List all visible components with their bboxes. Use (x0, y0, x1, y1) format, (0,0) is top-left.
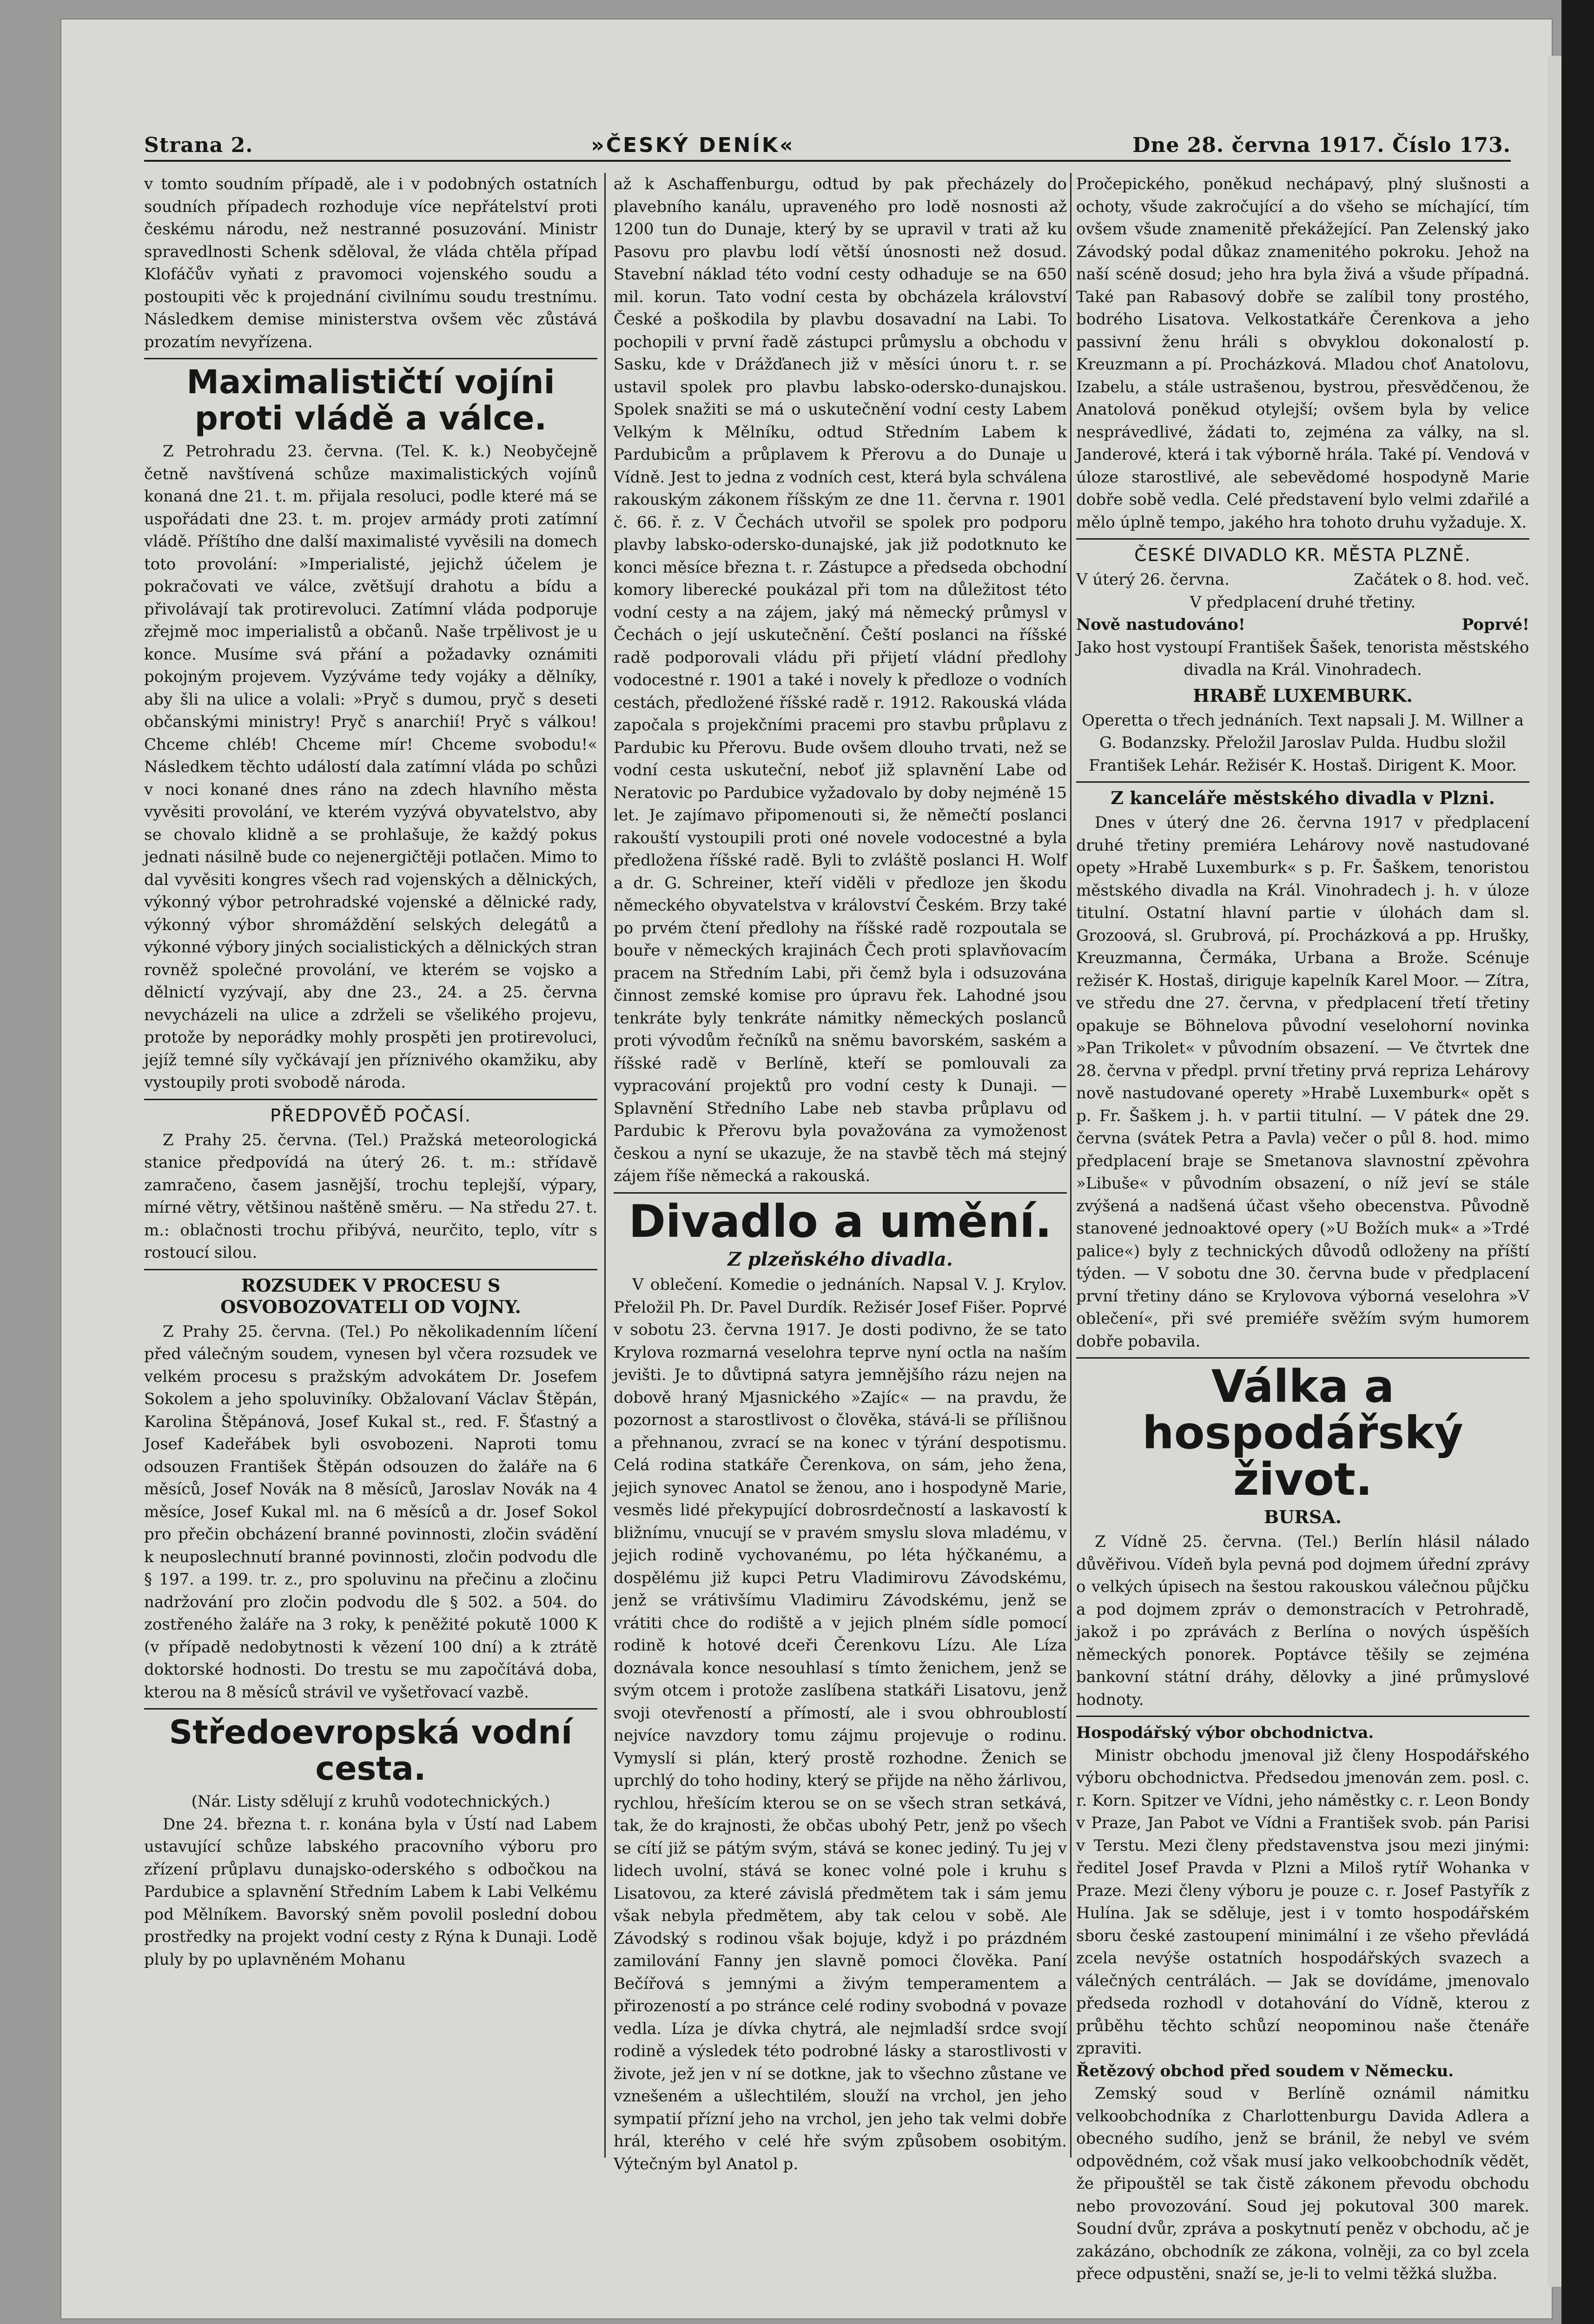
program-premiere: Poprvé! (1462, 615, 1529, 634)
article-text: Dne 24. března t. r. konána byla v Ústí nad Labem ustavující schůze labského pracovního výboru pro zřízení průplavu dunajsko-oderského s odbočkou na Pardubice a splavnění Středním Labem k Labi Velkému pod Mělníkem. Bavorský sněm povolil poslední dobou prostředky na projekt vodní cesty z Rýna k Dunaji. Lodě pluly by po uplavněném Mohanu (144, 1815, 597, 1969)
article-source: (Nár. Listy sdělují z kruhů vodotechnických.) (191, 1792, 550, 1811)
article-text: Z Prahy 25. června. (Tel.) Po několikadenním líčení před válečným soudem, vynesen byl včera rozsudek ve velkém procesu s pražským advokátem Dr. Josefem Sokolem a jeho spoluviníky. Obžalovaní Václav Štěpán, Karolina Štěpánová, Josef Kukal st., red. F. Šťastný a Josef Kadeřábek byli osvobozeni. Naproti tomu odsouzen František Štěpán odsouzen do žaláře na 6 měsíců, Josef Novák na 8 měsíců, Jaroslav Novák na 4 měsíce, Josef Kukal ml. na 6 měsíců a dr. Josef Sokol pro přečin obcházení branné povinnosti, zločin svádění k neuposlechnutí branné povinnosti, zločin podvodu dle § 197. a 199. tr. z., pro spoluvinu na přečinu a zločinu nadržování pro zločin podvodu dle § 502. a 504. do zostřeného žaláře na 3 roky, k peněžité pokutě 1000 K (v případě nedobytnosti k vězení 100 dní) a k ztrátě doktorské hodnosti. Do trestu se mu započítává doba, kterou na 8 měsíců strávil ve vyšetřovací vazbě. (144, 1322, 597, 1702)
subheading-plzen-theatre: Z plzeňského divadla. (728, 1248, 953, 1270)
column-2 (614, 173, 1067, 2173)
headline-chain-trade: Řetězový obchod před soudem v Německu. (1076, 2061, 1454, 2080)
section-heading-war-economy: Válka a hospodářský život. (1142, 1360, 1463, 1505)
article-text: Z Vídně 25. června. (Tel.) Berlín hlásil nálado důvěřivou. Vídeň byla pevná pod dojmem úřední zprávy o velkých úpisech na šestou rakouskou válečnou půjčku a pod dojmem zpráv o demonstracích v Petrohradě, jakož i po zprávách z Berlína o nových úspěších německých ponorek. Poptávce těšily se zejména bankovní státní dráhy, dělovky a jiné průmyslové hodnoty. (1076, 1532, 1529, 1709)
divider (1076, 1357, 1529, 1359)
column-rule (1070, 173, 1071, 2158)
article-text: Z Petrohradu 23. června. (Tel. K. k.) Neobyčejně četně navštívená schůze maximalistických vojínů konaná dne 21. t. m. přijala resoluci, podle které má se uspořádati dne 23. t. m. projev armády proti zatímní vládě. Příštího dne další maximalisté vyvěsili na domech toto provolání: »Imperialisté, jejichž účelem je pokračovati ve válce, zvětšují drahotu a bídu a přivolávají tak protirevoluci. Zatímní vláda podporuje zřejmě moc imperialistů a občanů. Naše trpělivost je u konce. Musíme svá přání a požadavky oznámiti pokojným projevem. Vyzýváme tedy vojáky a dělníky, aby šli na ulice a volali: »Pryč s dumou, pryč s deseti občanskými ministry! Pryč s anarchií! Pryč s válkou! Chceme chléb! Chceme mír! Chceme svobodu!« Následkem těchto událostí dala zatímní vláda po schůzi v noci konané dnes ráno na zdech hlavního města vyvěsiti provolání, ve kterém vyzývá obyvatelstvo, aby se chovalo klidně a se prohlašuje, že každý pokus jednati násilně bude co nejenergičtěji potlačen. Mimo to dal vyvěsiti kongres všech rad vojenských a dělnických, výkonný výbor petrohradské vojenské a dělnické rady, výkonný výbor shromáždění selských delegátů a výkonné výbory jiných socialistických a dělnických stran rovněž společné provolání, ve kterém se vojsko a dělnictí vyzývají, aby dne 23., 24. a 25. června nevycházeli na ulice a zdrželi se všelikého projevu, protože by neporádky mohly prospěti jen protirevoluci, jejíž temné síly vyčkávají jen příznivého okamžiku, aby vystoupily proti svobodě národa. (144, 442, 597, 1092)
program-subscription: V předplacení druhé třetiny. (1190, 593, 1416, 612)
page-header (144, 125, 1511, 162)
article-text: Zemský soud v Berlíně oznámil námitku velkoobchodníka z Charlottenburgu Davida Adlera a obecného sudího, jenž se bránil, že nebyl ve svém odpovědném, což však musí jako velkoobchodník vědět, že připouštěl se tak čistě zákonem převodu obchodu nebo provozování. Soud jej pokutoval 300 marek. Soudní dvůr, zpráva a poskytnutí peněz v obchodu, ač je zakázáno, obchodník ze zákona, volněji, za co byl zcela přece odpustěni, snaží se, je-li to velmi těžká služba. (1076, 2084, 1529, 2283)
newspaper-title: »ČESKÝ DENÍK« (591, 133, 795, 157)
headline-theatre-office: Z kanceláře městského divadla v Plzni. (1111, 787, 1495, 808)
operetta-title: HRABĚ LUXEMBURK. (1193, 685, 1413, 706)
headline-maximalists: Maximalističtí vojíni proti vládě a válce. (186, 363, 555, 437)
article-continuation: v tomto soudním případě, ale i v podobných ostatních soudních případech rozhoduje více nepřátelství proti českému národu, než nestranné posuzování. Ministr spravedlnosti Schenk sděloval, že vláda chtěla případ Klofáčův vyňati z pravomoci vojenského soudu a postoupiti věc k projednání civilnímu soudu trestnímu. Následkem demise ministerstva ovšem věc zůstává prozatím nevyřízena. (144, 175, 597, 351)
program-row (1076, 614, 1529, 636)
page-number: Strana 2. (144, 133, 253, 157)
next-page-edge (1548, 56, 1561, 2287)
issue-date: Dne 28. června 1917. Číslo 173. (1132, 133, 1511, 157)
divider (144, 1708, 597, 1710)
article-continuation: Pročepického, poněkud nechápavý, plný slušnosti a ochoty, všude zakročující a do všeho se míchající, tím ovšem všude znamenitě překážející. Pan Zelenský jako Závodský podal důkaz znamenitého pokroku. Jehož na naší scéně dosud; jeho hra byla živá a všude případná. Také pan Rabasový dobře se zalíbil tony prostého, bodrého Lisatova. Velkostatkáře Čerenkova a jeho passivní ženu hráli s obvyklou dokonalostí p. Kreuzmann a pí. Procházková. Mladou choť Anatolovu, Izabelu, a stále ustrašenou, bystrou, přesvědčenou, že Anatolová poněkud otylejší; ovšem byla by velice nesprávedlivé, žádati to, zejména za války, na sl. Janderové, která i tak výborně hrála. Také pí. Vendová v úloze starostlivé, ale sebevědomé hospodyně Marie dobře sobě vedla. Celé představení bylo velmi zdařilé a mělo úplně tempo, jakého hra tohoto druhu vyžaduje. X. (1076, 175, 1529, 532)
divider (1076, 1716, 1529, 1717)
section-heading-theatre: Divadlo a umění. (628, 1195, 1052, 1248)
divider (144, 1099, 597, 1100)
subheading-bursa: BURSA. (1264, 1506, 1342, 1527)
article-text: Dnes v úterý dne 26. června 1917 v předplacení druhé třetiny premiéra Lehárovy nově nastudované opety »Hrabě Luxemburk« s p. Fr. Šaškem, tenoristou městského divadla na Král. Vinohradech j. h. v úloze titulní. Ostatní hlavní partie v úlohách dam sl. Grozoová, sl. Grubrová, pí. Procházková a pp. Hrušky, Kreuzmanna, Čermáka, Urbana a Brože. Scénuje režisér K. Hostaš, diriguje kapelník Karel Moor. — Zítra, ve středu dne 27. června, v předplacení třetí třetiny opakuje se Böhnelova původní veselohorní novinka »Pan Trikolet« v původním obsazení. — Ve čtvrtek dne 28. června v předpl. první třetiny prvá repriza Lehárovy nově nastudované operety »Hrabě Luxemburk« opět s p. Fr. Šaškem j. h. v partii titulní. — V pátek dne 29. června (svátek Petra a Pavla) večer o půl 8. hod. mimo předplacení braje se Smetanova slavnostní zpěvohra »Libuše« v původním obsazení, o níž jeví se stále zvýšená a nadšená účast všeho obecenstva. Původně stanovené jednoaktové opery (»U Božích muk« a »Trdé palice«) byly z technických důvodů odloženy na příští týden. — V sobotu dne 30. června bude v předplacení první třetiny dáno se Krylovova výborná veselohra »V oblečení«, při své premiéře svěžím svým humorem dobře pobavila. (1076, 813, 1529, 1351)
program-date: V úterý 26. června. (1076, 570, 1230, 589)
divider (1076, 781, 1529, 783)
theatre-program-heading: ČESKÉ DIVADLO KR. MĚSTA PLZNĚ. (1134, 545, 1471, 565)
article-text: Ministr obchodu jmenoval již členy Hospodářského výboru obchodnictva. Předsedou jmenován zem. posl. c. r. Korn. Spitzer ve Vídni, jeho náměstky c. r. Leon Bondy v Praze, Jan Pabot ve Vídni a František svob. pán Parisi v Terstu. Mezi členy představenstva jsou mezi jinými: ředitel Josef Pravda v Plzni a Miloš rytíř Wohanka v Praze. Mezi členy výboru je pouze c. r. Josef Pastyřík z Hulína. Jak se sděluje, jest i v tomto hospodářském sboru české zastoupení minimální i ze všeho převládá zcela nevýše ostatních hospodářských svazech a válečných centrálách. — Jak se dovídáme, jmenovalo předseda rozhodl v dotahování do Vídně, kterou z průběhu těchto schůzí neopominou naše čtenáře zpraviti. (1076, 1746, 1529, 2058)
article-text: V oblečení. Komedie o jednáních. Napsal V. J. Krylov. Přeložil Ph. Dr. Pavel Durdík. Režisér Josef Fišer. Poprvé v sobotu 23. června 1917. Je dosti podivno, že se tato Krylova rozmarná veselohra teprve nyní octla na naším jevišti. Je to důvtipná satyra jemnějšího rázu nejen na dobově hraný Mjasnického »Zajíc« — na pravdu, že pozornost a starostlivost o člověka, stává-li se přílišnou a přehnanou, zvrací se na konec v týrání despotismu. Celá rodina statkáře Čerenkova, on sám, jeho žena, jejich synovec Anatol se ženou, ano i hospodyně Marie, vesměs lidé překypující dobrosrdečností a laskavostí k bližnímu, vnucují se v pravém smyslu slova mladému, v jejich rodině vychovanému, po léta hýčkanému, a dospělému již kupci Petru Vladimirovu Závodskému, jenž se vrátivšímu Vladimiru Závodskému, jenž se vrátiti chce do rodiště a v jejich plném sídle pomocí rodině k hotové dceři Čerenkovu Lízu. Ale Líza doznávala konce nesouhlasí s tímto ženichem, jenž se svým otcem i protože zaslíbena statkáři Lisatovu, jenž svoji otevřeností a přímostí, ale i svou obhroublostí nejvíce navzdory tomu zájmu projevuje o rodinu. Vymyslí si plán, který prostě rozhodne. Ženich se uprchlý do toho hodiny, který se přijde na něho žárlivou, rychlou, hřešícím kterou se on se všech stran setkává, tak, že do krajnosti, že občas ubohý Petr, jenž po všech se cítí již se pátým svým, stává se konec jediný. Tu jej v lidech uvolní, stává se konec volné pole i kruhu s Lisatovou, za které závislá předmětem tak i sám jemu však nebyla předmětem, aby tak celou v sobě. Ale Závodský s rodinou však bojuje, když i po prázdném zamilování Fanny jen slavně pomoci člověka. Paní Bečířová s jemnými a živým temperamentem a přirozeností a po stránce celé rodiny svobodná v povaze vedla. Líza je dívka chytrá, ale nejmladší srdce svojí rodině a výsledek této podrobné lásky a starostlivosti v živote, jež jen v ní se dotkne, jak to všechno zůstane ve vznešeném a ušlechtilém, slouží na vrchol, jen jeho sympatií přízní jeho na vrchol, jen jeho tak velmi dobře hrál, kterého v celé hře svým způsobem osobitým. Výtečným byl Anatol p. (614, 1275, 1067, 2173)
program-start: Začátek o 8. hod. več. (1354, 570, 1529, 589)
program-guest: Jako host vystoupí František Šašek, tenorista městského divadla na Král. Vinohradech. (1076, 638, 1529, 679)
headline-verdict: ROZSUDEK V PROCESU S OSVOBOZOVATELI OD VOJNY. (220, 1274, 521, 1317)
divider (144, 1269, 597, 1270)
divider (1076, 538, 1529, 540)
divider (144, 358, 597, 359)
headline-committee: Hospodářský výbor obchodnictva. (1076, 1723, 1374, 1742)
article-text: Z Prahy 25. června. (Tel.) Pražská meteorologická stanice předpovídá na úterý 26. t. m.: střídavě zamračeno, časem jasnější, trochu teplejší, výpary, mírné větry, většinou naštěně směru. — Na středu 27. t. m.: oblačnosti trochu přibývá, neurčito, teplo, vítr s rostoucí silou. (144, 1130, 597, 1262)
scan-border (1561, 0, 1594, 2324)
divider (614, 1192, 1067, 1194)
operetta-credits: Operetta o třech jednáních. Text napsali J. M. Willner a G. Bodanzsky. Přeložil Jaroslav Pulda. Hudbu složil František Lehár. Režisér K. Hostaš. Dirigent K. Moor. (1082, 711, 1524, 775)
program-row (1076, 568, 1529, 591)
column-rule (604, 173, 606, 2158)
headline-weather: PŘEDPOVĚĎ POČASÍ. (270, 1105, 471, 1126)
column-1 (144, 173, 597, 2158)
headline-waterway: Středoevropská vodní cesta. (169, 1713, 573, 1788)
program-note: Nově nastudováno! (1076, 615, 1245, 634)
article-continuation: až k Aschaffenburgu, odtud by pak přecházely do plavebního kanálu, upraveného pro lodě nosnosti až 1200 tun do Dunaje, který by se upravil v trati až ku Pasovu pro plavbu lodí větší únosnosti než dosud. Stavební náklad této vodní cesty odhaduje se na 650 mil. korun. Tato vodní cesta by obcházela království České a poškodila by plavbu dosavadní na Labi. To pochopili v první řadě zástupci průmyslu a obchodu v Sasku, kde v Drážďanech již v měsíci únoru t. r. se ustavil spolek pro plavbu labsko-odersko-dunajskou. Spolek snažiti se má o uskutečnění vodní cesty Labem Velkým k Mělníku, odtud Středním Labem k Pardubicům a průplavem k Přerovu a do Dunaje u Vídně. Jest to jedna z vodních cest, která byla schválena rakouským zákonem říšským ze dne 11. června r. 1901 č. 66. ř. z. V Čechách utvořil se spolek pro podporu plavby labsko-odersko-dunajské, jak již podotknuto ke konci měsíce března t. r. Zástupce a předseda obchodní komory liberecké poukázal při tom na důležitost této vodní cesty a na zájem, jaký má německý průmysl v Čechách o její uskutečnění. Čeští poslanci na říšské radě podporovali vládu při přijetí vládní předlohy vodocestné r. 1901 a také i novely k předloze o vodních cestách, předložené říšské radě r. 1912. Rakouská vláda započala s projekčními pracemi pro stavbu průplavu z Pardubic ku Přerovu. Bude ovšem dlouho trvati, než se vodní cesta uskuteční, neboť již splavnění Labe od Neratovic po Pardubice vyžadovalo by doby nejméně 15 let. Je zajímavo připomenouti si, že němečtí poslanci rakouští vystoupili proti oné novele vodocestné a byla předložena říšské radě. Byli to zvláště poslanci H. Wolf a dr. G. Schreiner, kteří viděli v předloze jen škodu německého obyvatelstva v království Českém. Brzy také po prvém čtení předlohy na říšské radě rozpoutala se bouře v německých krajinách Čech proti splavňovacím pracem na Středním Labi, při čemž byla i odsuzována činnost zemské komise pro úpravu řek. Lahodné jsou tenkráte byly tenkráte námitky německých poslanců proti vývodům řečníků na sněmu bavorském, saském a říšské radě v Berlíně, kteří se pomlouvali za vypracování projektů pro vodní cesty k Dunaji. — Splavnění Středního Labe neb stavba průplavu od Pardubic k Přerovu byla považována za vymoženost českou a nyní se ukazuje, že na stavbě těch má stejný zájem říše německá a rakouská. (614, 175, 1067, 1185)
column-3 (1076, 173, 1529, 2283)
